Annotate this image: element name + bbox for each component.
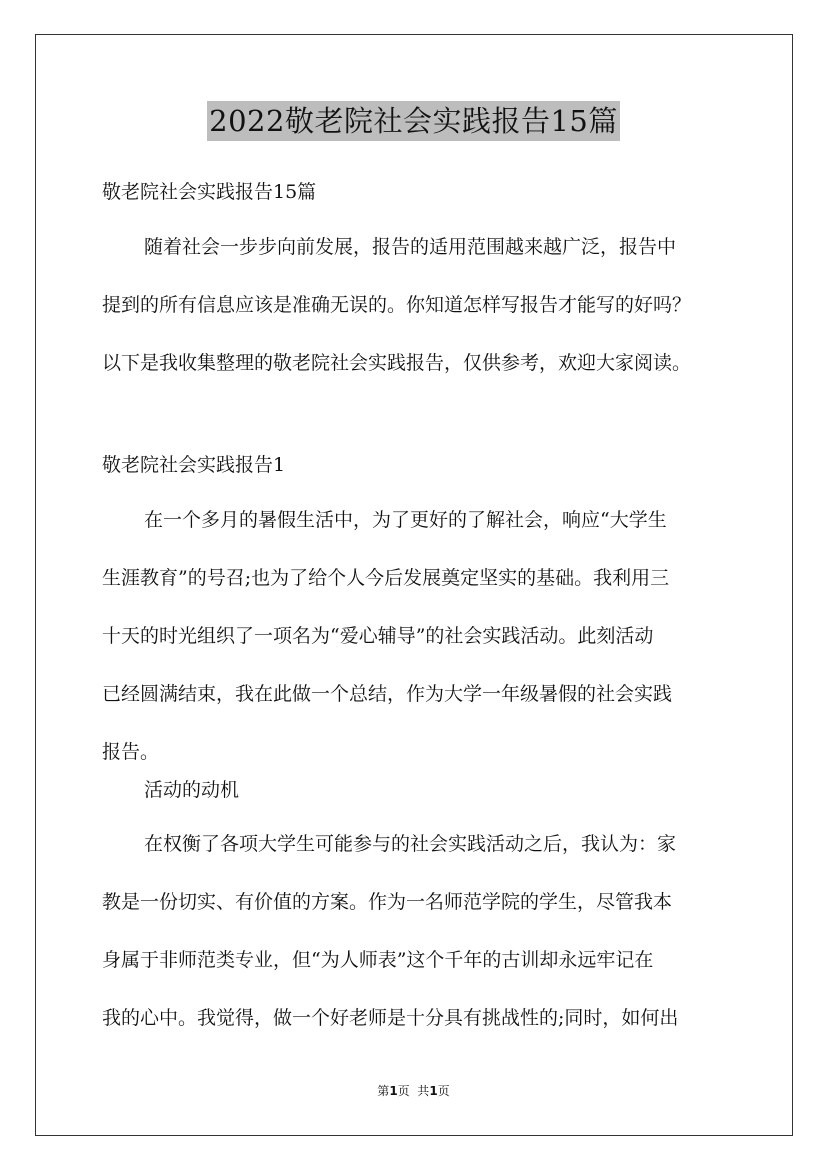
intro-line: 以下是我收集整理的敬老院社会实践报告，仅供参考，欢迎大家阅读。 (102, 352, 692, 374)
section-heading-text: 敬老院社会实践报告1 (102, 454, 286, 476)
paragraph-line: 我的心中。我觉得，做一个好老师是十分具有挑战性的;同时，如何出 (102, 1007, 679, 1029)
section-heading (102, 436, 742, 494)
motive-heading (102, 761, 742, 819)
paragraph-line: 生涯教育”的号召;也为了给个人今后发展奠定坚实的基础。我利用三 (102, 567, 670, 589)
paragraph-line: 在权衡了各项大学生可能参与的社会实践活动之后，我认为：家 (144, 833, 677, 855)
paragraph-line: 在一个多月的暑假生活中，为了更好的了解社会，响应“大学生 (144, 509, 667, 531)
paragraph-line: 身属于非师范类专业，但“为人师表”这个千年的古训却永远牢记在 (102, 949, 654, 971)
paragraph-two (102, 815, 742, 1047)
page-footer (0, 1082, 827, 1099)
title-container (0, 101, 827, 141)
intro-line: 随着社会一步步向前发展，报告的适用范围越来越广泛，报告中 (144, 236, 677, 258)
paragraph-line: 报告。 (102, 741, 160, 763)
paragraph-line: 教是一份切实、有价值的方案。作为一名师范学院的学生，尽管我本 (102, 891, 673, 913)
page-label-pre: 第 (377, 1084, 390, 1098)
intro-line: 提到的所有信息应该是准确无误的。你知道怎样写报告才能写的好吗？ (102, 294, 692, 316)
document-subtitle (102, 163, 742, 221)
page-label-mid: 页 共 (397, 1084, 430, 1098)
page-label-post: 页 (437, 1084, 450, 1098)
motive-heading-text: 活动的动机 (144, 779, 240, 801)
paragraph-line: 十天的时光组织了一项名为“爱心辅导”的社会实践活动。此刻活动 (102, 625, 654, 647)
page-total: 1 (429, 1084, 438, 1098)
paragraph-line: 已经圆满结束，我在此做一个总结，作为大学一年级暑假的社会实践 (102, 683, 673, 705)
subtitle-text: 敬老院社会实践报告15篇 (102, 181, 317, 203)
document-title: 2022敬老院社会实践报告15篇 (207, 101, 620, 141)
page-current: 1 (389, 1084, 398, 1098)
paragraph-one (102, 491, 742, 781)
intro-paragraph (102, 218, 742, 392)
